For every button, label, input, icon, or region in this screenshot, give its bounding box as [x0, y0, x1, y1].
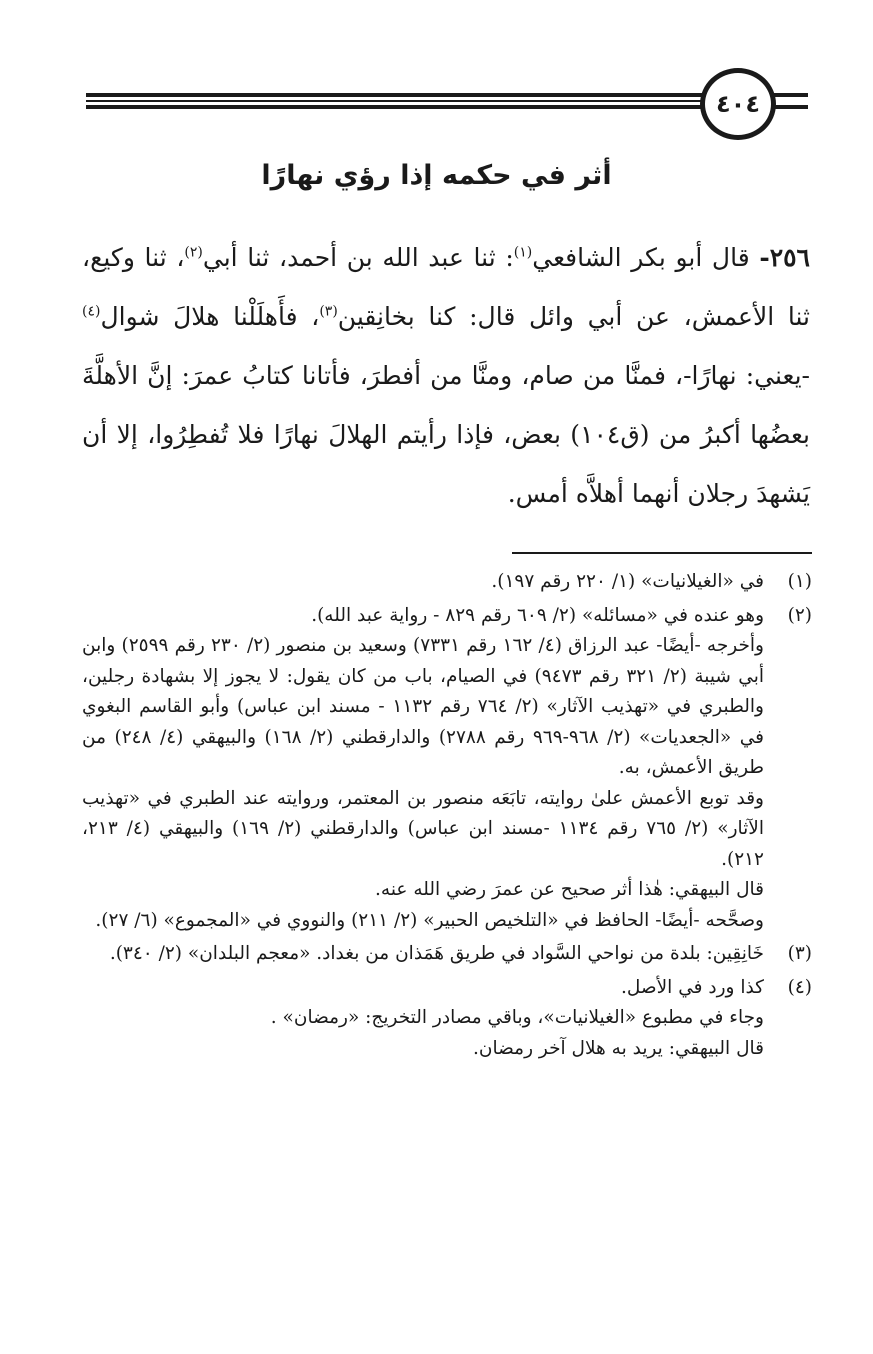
footnote: [82, 973, 812, 1065]
footnote-body: [82, 601, 764, 937]
header-rule: [86, 100, 704, 102]
footnote-number: (١): [787, 571, 812, 592]
text-segment: قال أبو بكر الشافعي: [532, 243, 760, 272]
footnote-line: وجاء في مطبوع «الغيلانيات»، وباقي مصادر التخريج: «رمضان» .: [270, 1007, 764, 1028]
header-rule: [86, 105, 704, 109]
footnote-ref: (٤): [82, 303, 101, 320]
footnote-line: وصحَّحه -أيضًا- الحافظ في «التلخيص الحبير» (٢/ ٢١١) والنووي في «المجموع» (٦/ ٢٧).: [95, 909, 764, 931]
hadith-paragraph: [82, 228, 810, 523]
header-rule: [772, 93, 808, 97]
text-segment: : ثنا عبد الله بن أحمد، ثنا أبي: [202, 243, 514, 272]
text-segment: -يعني: نهارًا-، فمنَّا من صام، ومنَّا من أفطرَ، فأتانا كتابُ عمرَ: إنَّ الأهلَّةَ بعضُها أكبرُ من (ق١٠٤) بعض، فإذا رأيتم الهلالَ نهارًا فلا تُفطِرُوا، إلا أن يَشهدَ رجلان أنهما أهلاَّه أمس.: [82, 361, 810, 508]
footnote-line: قال البيهقي: هٰذا أثر صحيح عن عمرَ رضي الله عنه.: [375, 879, 764, 900]
page-number-badge: [700, 68, 776, 140]
footnote-body: [82, 567, 764, 598]
footnote: [82, 939, 812, 970]
footnote-line: في «الغيلانيات» (١/ ٢٢٠ رقم ١٩٧).: [491, 571, 764, 592]
header-rule: [86, 93, 704, 97]
footnote-line: وهو عنده في «مسائله» (٢/ ٦٠٩ رقم ٨٢٩ - رواية عبد الله).: [311, 604, 764, 626]
main-text: [82, 228, 810, 523]
footnote: [82, 601, 812, 937]
text-segment: ، فأَهلَلْنا هلالَ شوال: [100, 302, 320, 331]
footnote-body: [82, 973, 764, 1065]
footnote-line: وقد توبع الأعمش علىٰ روايته، تابَعَه منصور بن المعتمر، وروايته عند الطبري في «تهذيب الآثار» (٢/ ٧٦٥ رقم ١١٣٤ -مسند ابن عباس) والدارقطني (٢/ ١٦٩) والبيهقي (٤/ ٢١٣، ٢١٢).: [82, 787, 764, 870]
header-rule: [772, 105, 808, 109]
footnote: [82, 567, 812, 598]
footnote-separator: [512, 552, 812, 554]
footnote-number: (٤): [787, 976, 812, 998]
page-number: ٤٠٤: [716, 90, 760, 118]
footnote-body: [82, 939, 764, 970]
footnote-ref: (٣): [319, 303, 338, 320]
footnote-line: خَانِقِين: بلدة من نواحي السَّواد في طريق هَمَذان من بغداد. «معجم البلدان» (٢/ ٣٤٠).: [109, 943, 764, 964]
section-title: أثر في حكمه إذا رؤي نهارًا: [261, 160, 612, 191]
footnote-line: قال البيهقي: يريد به هلال آخر رمضان.: [473, 1037, 764, 1059]
footnote-ref: (١): [513, 244, 533, 261]
footnote-ref: (٢): [184, 244, 203, 261]
footnote-line: وأخرجه -أيضًا- عبد الرزاق (٤/ ١٦٢ رقم ٧٣٣١) وسعيد بن منصور (٢/ ٢٣٠ رقم ٢٥٩٩) وابن أبي شيبة (٢/ ٣٢١ رقم ٩٤٧٣) في الصيام، باب من كان يقول: لا يجوز إلا بشهادة رجلين، والطبري في «تهذيب الآثار» (٢/ ٧٦٤ رقم ١١٣٢ - مسند ابن عباس) وأبو القاسم البغوي في «الجعديات» (٢/ ٩٦٨-٩٦٩ رقم ٢٧٨٨) والدارقطني (٢/ ١٦٨) والبيهقي (٤/ ٢٤٨) من طريق الأعمش، به.: [82, 635, 764, 778]
text-segment: ، ثنا وكيع، ثنا الأعمش، عن أبي وائل قال: كنا بخانِقين: [82, 243, 810, 331]
footnote-line: كذا ورد في الأصل.: [621, 976, 764, 998]
footnote-number: (٢): [787, 604, 812, 626]
footnote-number: (٣): [787, 943, 812, 964]
footnotes: [82, 567, 812, 1067]
hadith-number: ٢٥٦-: [759, 243, 810, 272]
